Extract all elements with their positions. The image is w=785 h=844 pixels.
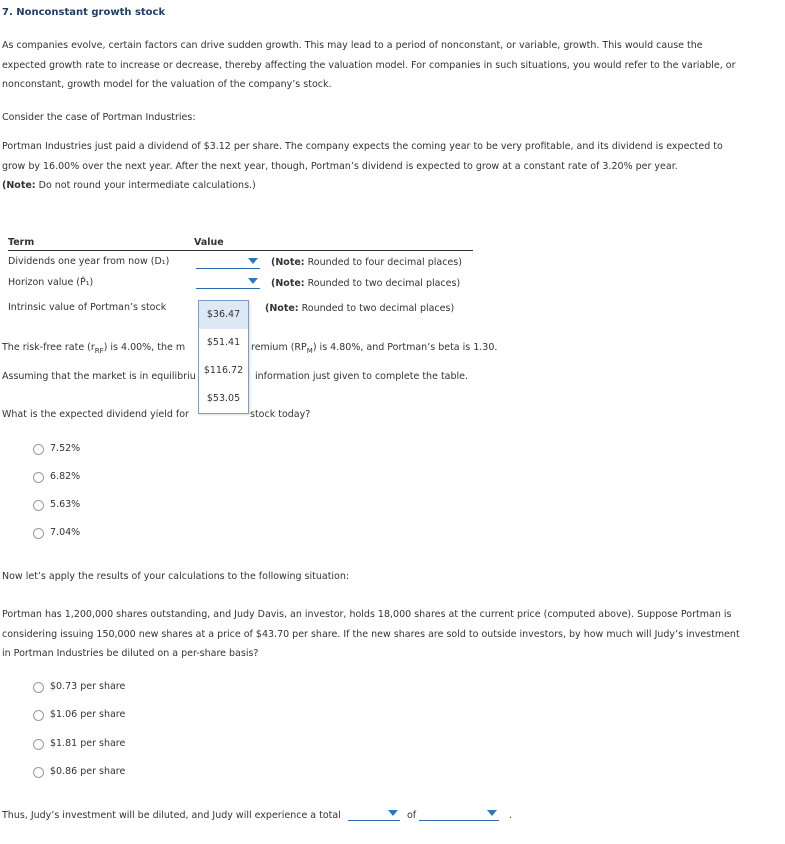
radio-button[interactable] [33, 710, 44, 721]
dilution-amount-dropdown[interactable] [419, 808, 499, 821]
dividends-dropdown[interactable] [196, 256, 260, 269]
row-label-horizon: Horizon value (P̂₁) [8, 277, 94, 288]
riskfree-text-right: remium $(RP_M)$ is 4.80%, and Portman’s beta is 1.30. [251, 342, 498, 355]
final-text: Thus, Judy’s investment will be diluted, and Judy will experience a total [2, 810, 341, 821]
intrinsic-value-dropdown-list[interactable] [198, 300, 249, 414]
column-header-term: Term [8, 237, 35, 248]
intro-paragraph: As companies evolve, certain factors can drive sudden growth. This may lead to a period of nonconstant, or variable, growth. This would cause the expected growth rate to increase or decrease, thereby affecting the valuation model. For companies in such situations, you would refer to the variable, or nonconstant, growth model for the valuation of the company’s stock. [2, 40, 736, 90]
final-of: of [407, 810, 417, 821]
dropdown-option[interactable]: $53.05 [206, 393, 241, 404]
q1-text-left: What is the expected dividend yield for [2, 409, 189, 420]
note-text: Do not round your intermediate calculations.) [35, 180, 256, 191]
row-label-intrinsic: Intrinsic value of Portman’s stock [8, 302, 167, 313]
chevron-down-icon [487, 810, 497, 816]
column-header-value: Value [194, 237, 224, 248]
dropdown-option[interactable]: $51.41 [206, 337, 241, 348]
chevron-down-icon [248, 278, 258, 284]
radio-button[interactable] [33, 767, 44, 778]
radio-button[interactable] [33, 444, 44, 455]
assume-text-right: information just given to complete the table. [255, 371, 469, 382]
question-title: 7. Nonconstant growth stock [2, 7, 166, 18]
horizon-dropdown[interactable] [196, 276, 260, 289]
radio-button[interactable] [33, 528, 44, 539]
chevron-down-icon [388, 810, 398, 816]
radio-button[interactable] [33, 472, 44, 483]
dropdown-option[interactable]: $116.72 [203, 365, 244, 376]
riskfree-text-left: The risk-free rate $(r_{RF})$ is 4.00%, the m [2, 342, 186, 355]
dilution-type-dropdown[interactable] [348, 808, 400, 821]
table-header-rule [8, 250, 473, 251]
apply-text: Now let’s apply the results of your calculations to the following situation: [2, 571, 350, 582]
final-period: . [509, 810, 513, 821]
radio-button[interactable] [33, 739, 44, 750]
row-note-intrinsic: (Note: Rounded to two decimal places) [265, 303, 455, 314]
consider-line: Consider the case of Portman Industries: [2, 112, 196, 123]
case-text: Portman Industries just paid a dividend of $3.12 per share. The company expects the coming year to be very profitable, and its dividend is expected to grow by 16.00% over the next year. After the next year, though, Portman’s dividend is expected to grow at a constant rate of 3.20% per year. [2, 141, 723, 172]
q1-text-right: stock today? [250, 409, 311, 420]
row-label-dividends: Dividends one year from now (D₁) [8, 256, 170, 267]
radio-button[interactable] [33, 682, 44, 693]
chevron-down-icon [248, 258, 258, 264]
row-note-dividends: (Note: Rounded to four decimal places) [271, 257, 462, 268]
dilution-paragraph: Portman has 1,200,000 shares outstanding, and Judy Davis, an investor, holds 18,000 shares at the current price (computed above). Suppose Portman is considering issuing 150,000 new shares at a price of $43.70 per share. If the new shares are sold to outside investors, by how much will Judy’s investment in Portman Industries be diluted on a per-share basis? [2, 609, 740, 659]
row-note-horizon: (Note: Rounded to two decimal places) [271, 278, 461, 289]
assume-text-left: Assuming that the market is in equilibriu [2, 371, 196, 382]
case-paragraph [2, 137, 742, 196]
note-label: (Note: [2, 180, 36, 191]
dropdown-option[interactable]: $36.47 [199, 301, 248, 329]
radio-button[interactable] [33, 500, 44, 511]
